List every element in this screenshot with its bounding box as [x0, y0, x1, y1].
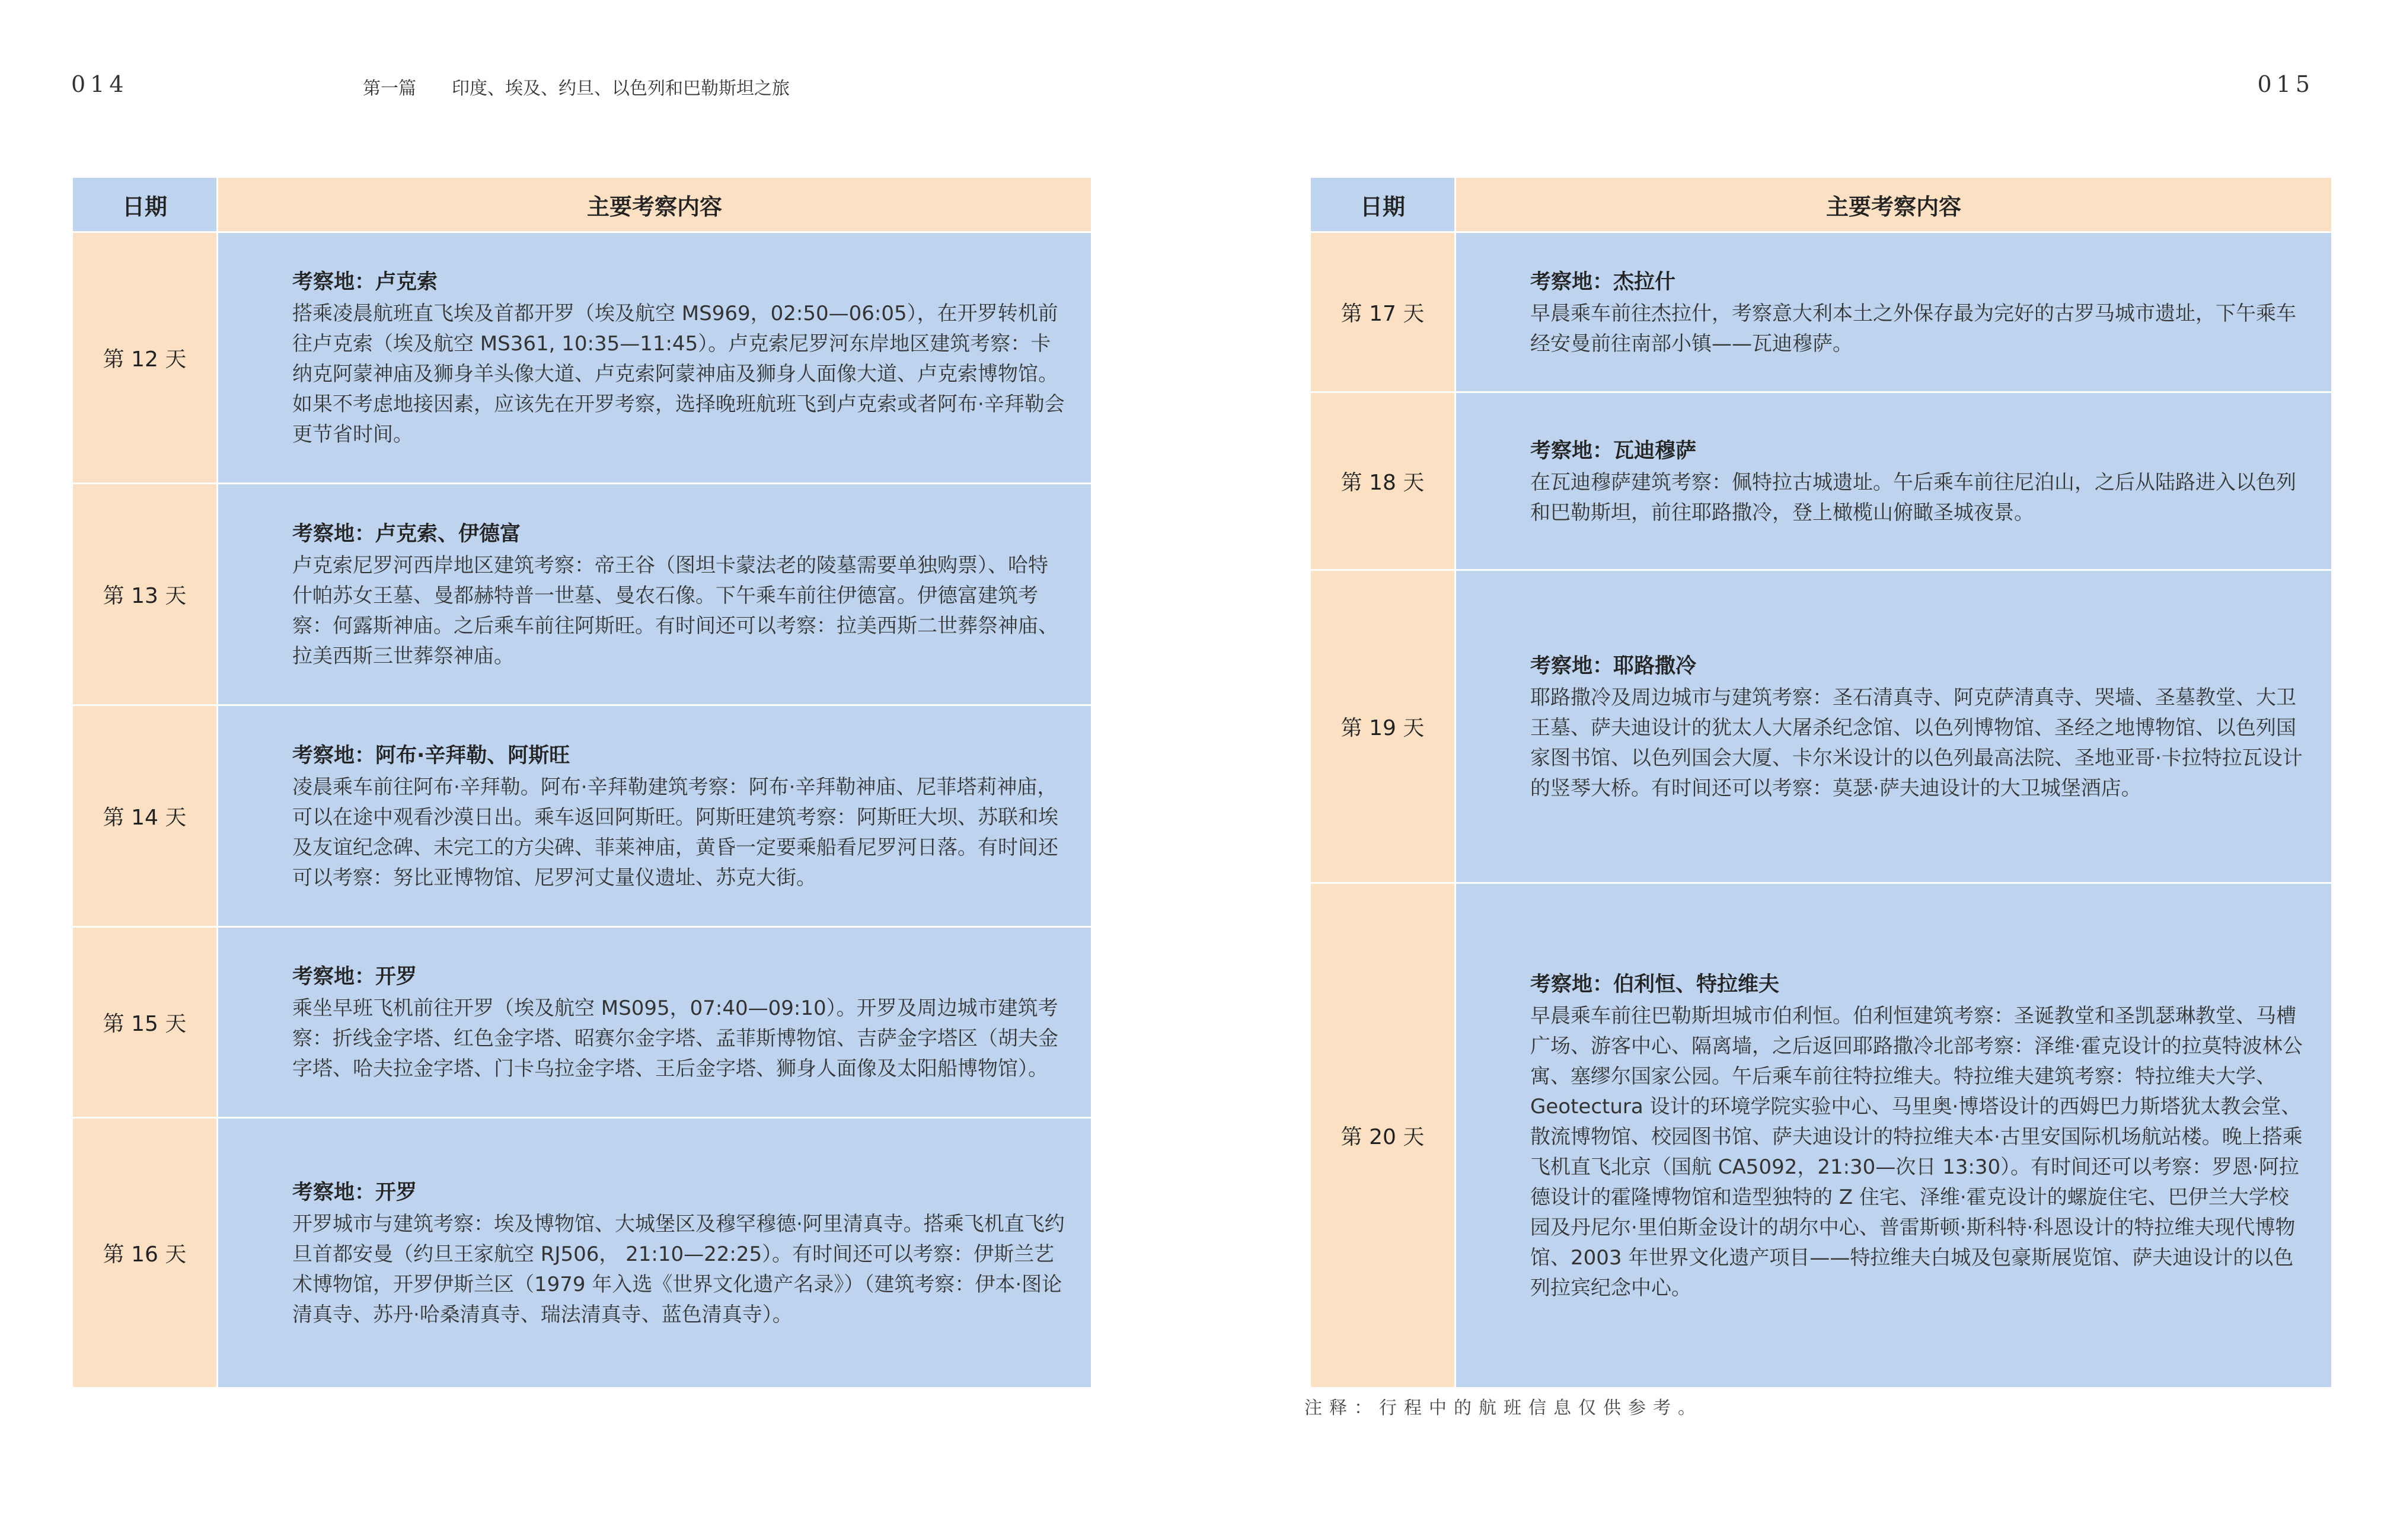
location-title: 考察地：耶路撒冷 — [1530, 654, 1697, 678]
day-label: 第 13 天 — [72, 484, 218, 705]
itinerary-text: 卢克索尼罗河西岸地区建筑考察：帝王谷（图坦卡蒙法老的陵墓需要单独购票）、哈特什帕苏女王墓、曼都赫特普一世墓、曼农石像。下午乘车前往伊德富。伊德富建筑考察：何露斯神庙。之后乘车前往阿斯旺。有时间还可以考察：拉美西斯二世葬祭神庙、拉美西斯三世葬祭神庙。 — [292, 553, 1058, 668]
itinerary-text: 耶路撒冷及周边城市与建筑考察：圣石清真寺、阿克萨清真寺、哭墙、圣墓教堂、大卫王墓、萨夫迪设计的犹太人大屠杀纪念馆、以色列博物馆、圣经之地博物馆、以色列国家图书馆、以色列国会大厦、卡尔米设计的以色列最高法院、圣地亚哥·卡拉特拉瓦设计的竖琴大桥。有时间还可以考察：莫瑟·萨夫迪设计的大卫城堡酒店。 — [1530, 685, 2303, 800]
table-row — [72, 484, 1092, 705]
itinerary-text: 搭乘凌晨航班直飞埃及首都开罗（埃及航空 MS969，02:50—06:05），在开罗转机前往卢克索（埃及航空 MS361, 10:35—11:45）。卢克索尼罗河东岸地区建筑考察：卡纳克阿蒙神庙及狮身羊头像大道、卢克索阿蒙神庙及狮身人面像大道、卢克索博物馆。如果不考虑地接因素，应该先在开罗考察，选择晚班航班飞到卢克索或者阿布·辛拜勒会更节省时间。 — [292, 302, 1065, 446]
right-itinerary-table — [1309, 176, 2333, 1389]
day-content — [218, 1118, 1092, 1388]
location-title: 考察地：瓦迪穆萨 — [1530, 439, 1697, 463]
location-title: 考察地：卢克索 — [292, 270, 438, 294]
left-page-number: 014 — [71, 71, 129, 97]
table-header-row — [1310, 177, 2332, 232]
itinerary-text: 在瓦迪穆萨建筑考察：佩特拉古城遗址。午后乘车前往尼泊山，之后从陆路进入以色列和巴勒斯坦，前往耶路撒冷，登上橄榄山俯瞰圣城夜景。 — [1530, 470, 2296, 525]
right-page-number: 015 — [2257, 71, 2315, 97]
table-row — [1310, 392, 2332, 570]
day-label: 第 18 天 — [1310, 392, 1456, 570]
itinerary-text: 开罗城市与建筑考察：埃及博物馆、大城堡区及穆罕穆德·阿里清真寺。搭乘飞机直飞约旦首都安曼（约旦王家航空 RJ506， 21:10—22:25）。有时间还可以考察：伊斯兰艺术博物馆，开罗伊斯兰区（1979 年入选《世界文化遗产名录》）（建筑考察：伊本·图论清真寺、苏丹·哈桑清真寺、瑞法清真寺、蓝色清真寺）。 — [292, 1212, 1065, 1327]
day-label: 第 12 天 — [72, 232, 218, 484]
date-column-header: 日期 — [72, 177, 218, 232]
table-header-row — [72, 177, 1092, 232]
running-head — [363, 74, 790, 100]
location-title: 考察地：开罗 — [292, 1180, 417, 1204]
day-content — [218, 705, 1092, 927]
content-column-header: 主要考察内容 — [218, 177, 1092, 232]
day-content — [218, 232, 1092, 484]
location-title: 考察地：杰拉什 — [1530, 270, 1676, 294]
itinerary-text: 早晨乘车前往杰拉什，考察意大利本土之外保存最为完好的古罗马城市遗址，下午乘车经安曼前往南部小镇——瓦迪穆萨。 — [1530, 301, 2296, 356]
day-content — [218, 927, 1092, 1118]
day-content — [1456, 883, 2332, 1388]
day-content — [218, 484, 1092, 705]
location-title: 考察地：开罗 — [292, 965, 417, 989]
day-label: 第 20 天 — [1310, 883, 1456, 1388]
date-column-header: 日期 — [1310, 177, 1456, 232]
table-row — [1310, 570, 2332, 883]
location-title: 考察地：阿布·辛拜勒、阿斯旺 — [292, 743, 570, 768]
footnote: 注释：行程中的航班信息仅供参考。 — [1304, 1398, 1703, 1418]
chapter-label: 第一篇 — [363, 78, 416, 99]
day-label: 第 14 天 — [72, 705, 218, 927]
location-title: 考察地：卢克索、伊德富 — [292, 522, 521, 546]
day-label: 第 19 天 — [1310, 570, 1456, 883]
day-content — [1456, 570, 2332, 883]
table-row — [72, 927, 1092, 1118]
content-column-header: 主要考察内容 — [1456, 177, 2332, 232]
table-row — [1310, 883, 2332, 1388]
table-row — [72, 1118, 1092, 1388]
itinerary-text: 乘坐早班飞机前往开罗（埃及航空 MS095，07:40—09:10）。开罗及周边城市建筑考察：折线金字塔、红色金字塔、昭赛尔金字塔、孟菲斯博物馆、吉萨金字塔区（胡夫金字塔、哈夫拉金字塔、门卡乌拉金字塔、王后金字塔、狮身人面像及太阳船博物馆）。 — [292, 996, 1058, 1081]
day-content — [1456, 232, 2332, 392]
table-row — [72, 232, 1092, 484]
itinerary-text: 早晨乘车前往巴勒斯坦城市伯利恒。伯利恒建筑考察：圣诞教堂和圣凯瑟琳教堂、马槽广场、游客中心、隔离墙，之后返回耶路撒冷北部考察：泽维·霍克设计的拉莫特波林公寓、塞缪尔国家公园。午后乘车前往特拉维夫。特拉维夫建筑考察：特拉维夫大学、Geotectura 设计的环境学院实验中心、马里奥·博塔设计的西姆巴力斯塔犹太教会堂、散流博物馆、校园图书馆、萨夫迪设计的特拉维夫本·古里安国际机场航站楼。晚上搭乘飞机直飞北京（国航 CA5092，21:30—次日 13:30）。有时间还可以考察：罗恩·阿拉德设计的霍隆博物馆和造型独特的 Z 住宅、泽维·霍克设计的螺旋住宅、巴伊兰大学校园及丹尼尔·里伯斯金设计的胡尔中心、普雷斯顿·斯科特·科恩设计的特拉维夫现代博物馆、2003 年世界文化遗产项目——特拉维夫白城及包豪斯展览馆、萨夫迪设计的以色列拉宾纪念中心。 — [1530, 1004, 2303, 1300]
left-itinerary-table — [71, 176, 1093, 1389]
location-title: 考察地：伯利恒、特拉维夫 — [1530, 972, 1780, 996]
day-label: 第 15 天 — [72, 927, 218, 1118]
day-label: 第 16 天 — [72, 1118, 218, 1388]
table-row — [72, 705, 1092, 927]
itinerary-text: 凌晨乘车前往阿布·辛拜勒。阿布·辛拜勒建筑考察：阿布·辛拜勒神庙、尼菲塔莉神庙，可以在途中观看沙漠日出。乘车返回阿斯旺。阿斯旺建筑考察：阿斯旺大坝、苏联和埃及友谊纪念碑、未完工的方尖碑、菲莱神庙，黄昏一定要乘船看尼罗河日落。有时间还可以考察：努比亚博物馆、尼罗河丈量仪遗址、苏克大街。 — [292, 775, 1058, 890]
table-row — [1310, 232, 2332, 392]
day-content — [1456, 392, 2332, 570]
day-label: 第 17 天 — [1310, 232, 1456, 392]
chapter-title: 印度、埃及、约旦、以色列和巴勒斯坦之旅 — [452, 78, 790, 99]
